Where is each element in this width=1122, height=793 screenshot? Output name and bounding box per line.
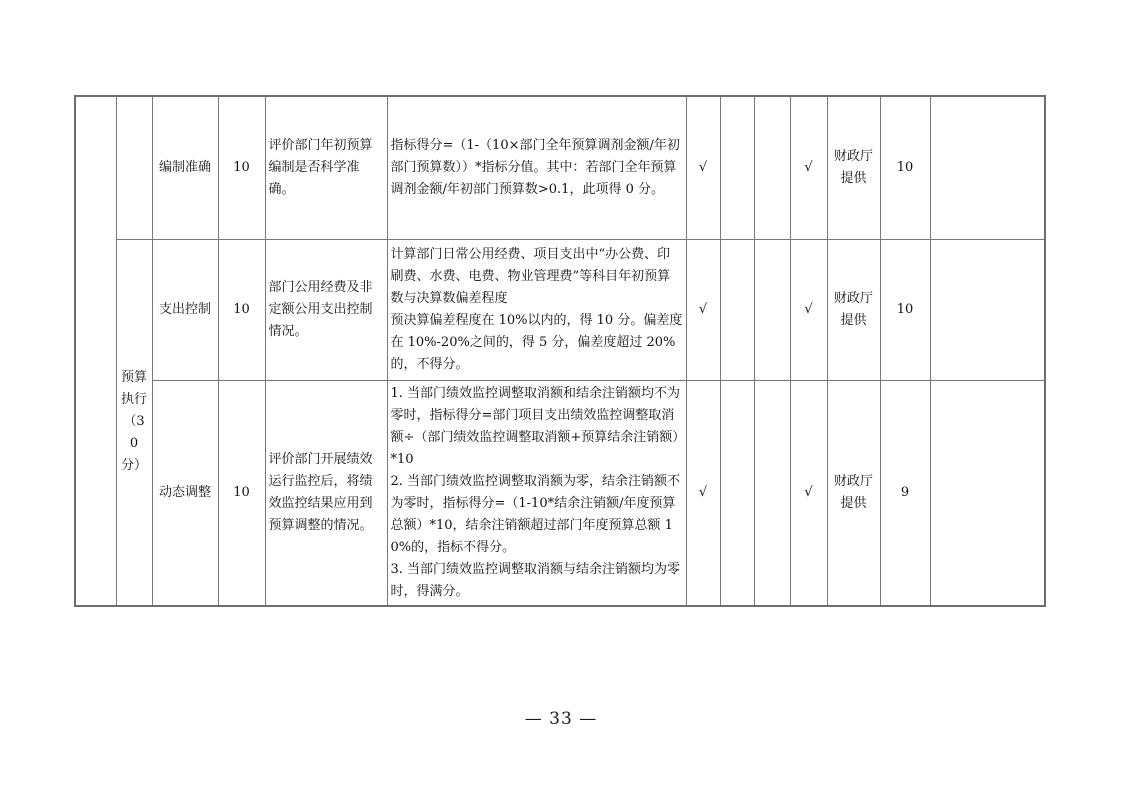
criteria-cell bbox=[387, 96, 686, 239]
description-cell: 评价部门开展绩效运行监控后，将绩效监控结果应用到预算调整的情况。 bbox=[265, 380, 387, 606]
check-cell-2 bbox=[720, 380, 754, 606]
criteria-paragraph: 指标得分=（1-（10×部门全年预算调剂金额/年初部门预算数））*指标分值。其中：若部门全年预算调剂金额/年初部门预算数>0.1，此项得 0 分。 bbox=[390, 137, 680, 197]
score-cell: 10 bbox=[880, 96, 930, 239]
check-cell-2 bbox=[720, 96, 754, 239]
check-cell-1: √ bbox=[686, 380, 720, 606]
indicator-cell: 编制准确 bbox=[152, 96, 218, 239]
table-row bbox=[75, 380, 1045, 606]
check-cell-1: √ bbox=[686, 239, 720, 380]
check-cell-4: √ bbox=[790, 380, 827, 606]
data-source-cell: 财政厅提供 bbox=[827, 96, 880, 239]
remark-cell bbox=[930, 239, 1045, 380]
criteria-cell bbox=[387, 380, 686, 606]
criteria-paragraph: 预决算偏差程度在 10%以内的，得 10 分。偏差度在 10%-20%之间的，得 5 分，偏差度超过 20%的，不得分。 bbox=[390, 312, 683, 372]
data-source-cell: 财政厅提供 bbox=[827, 380, 880, 606]
criteria-paragraph: 2. 当部门绩效监控调整取消额为零，结余注销额不为零时，指标得分=（1-10*结余注销额/年度预算总额）*10，结余注销额超过部门年度预算总额 10%的，指标不得分。 bbox=[390, 473, 681, 555]
description-cell: 评价部门年初预算编制是否科学准确。 bbox=[265, 96, 387, 239]
remark-cell bbox=[930, 96, 1045, 239]
check-cell-3 bbox=[754, 380, 790, 606]
check-cell-4: √ bbox=[790, 96, 827, 239]
check-cell-3 bbox=[754, 96, 790, 239]
weight-cell: 10 bbox=[218, 96, 265, 239]
weight-cell: 10 bbox=[218, 380, 265, 606]
score-cell: 9 bbox=[880, 380, 930, 606]
table-row bbox=[75, 96, 1045, 239]
criteria-paragraph: 1. 当部门绩效监控调整取消额和结余注销额均不为零时，指标得分=部门项目支出绩效监控调整取消额÷（部门绩效监控调整取消额+预算结余注销额）*10 bbox=[390, 385, 681, 467]
left-margin-cell bbox=[75, 96, 116, 606]
table-row bbox=[75, 239, 1045, 380]
remark-cell bbox=[930, 380, 1045, 606]
category-empty-cell bbox=[116, 96, 152, 239]
criteria-paragraph: 计算部门日常公用经费、项目支出中“办公费、印刷费、水费、电费、物业管理费”等科目年初预算数与决算数偏差程度 bbox=[390, 246, 671, 306]
evaluation-table bbox=[74, 95, 1046, 607]
check-cell-2 bbox=[720, 239, 754, 380]
data-source-cell: 财政厅提供 bbox=[827, 239, 880, 380]
page-number: — 33 — bbox=[524, 709, 598, 729]
criteria-cell bbox=[387, 239, 686, 380]
check-cell-3 bbox=[754, 239, 790, 380]
check-cell-1: √ bbox=[686, 96, 720, 239]
criteria-paragraph: 3. 当部门绩效监控调整取消额与结余注销额均为零时，得满分。 bbox=[390, 561, 681, 599]
description-cell: 部门公用经费及非定额公用支出控制情况。 bbox=[265, 239, 387, 380]
weight-cell: 10 bbox=[218, 239, 265, 380]
category-cell: 预算执行（30分） bbox=[116, 239, 152, 606]
indicator-cell: 动态调整 bbox=[152, 380, 218, 606]
score-cell: 10 bbox=[880, 239, 930, 380]
check-cell-4: √ bbox=[790, 239, 827, 380]
indicator-cell: 支出控制 bbox=[152, 239, 218, 380]
